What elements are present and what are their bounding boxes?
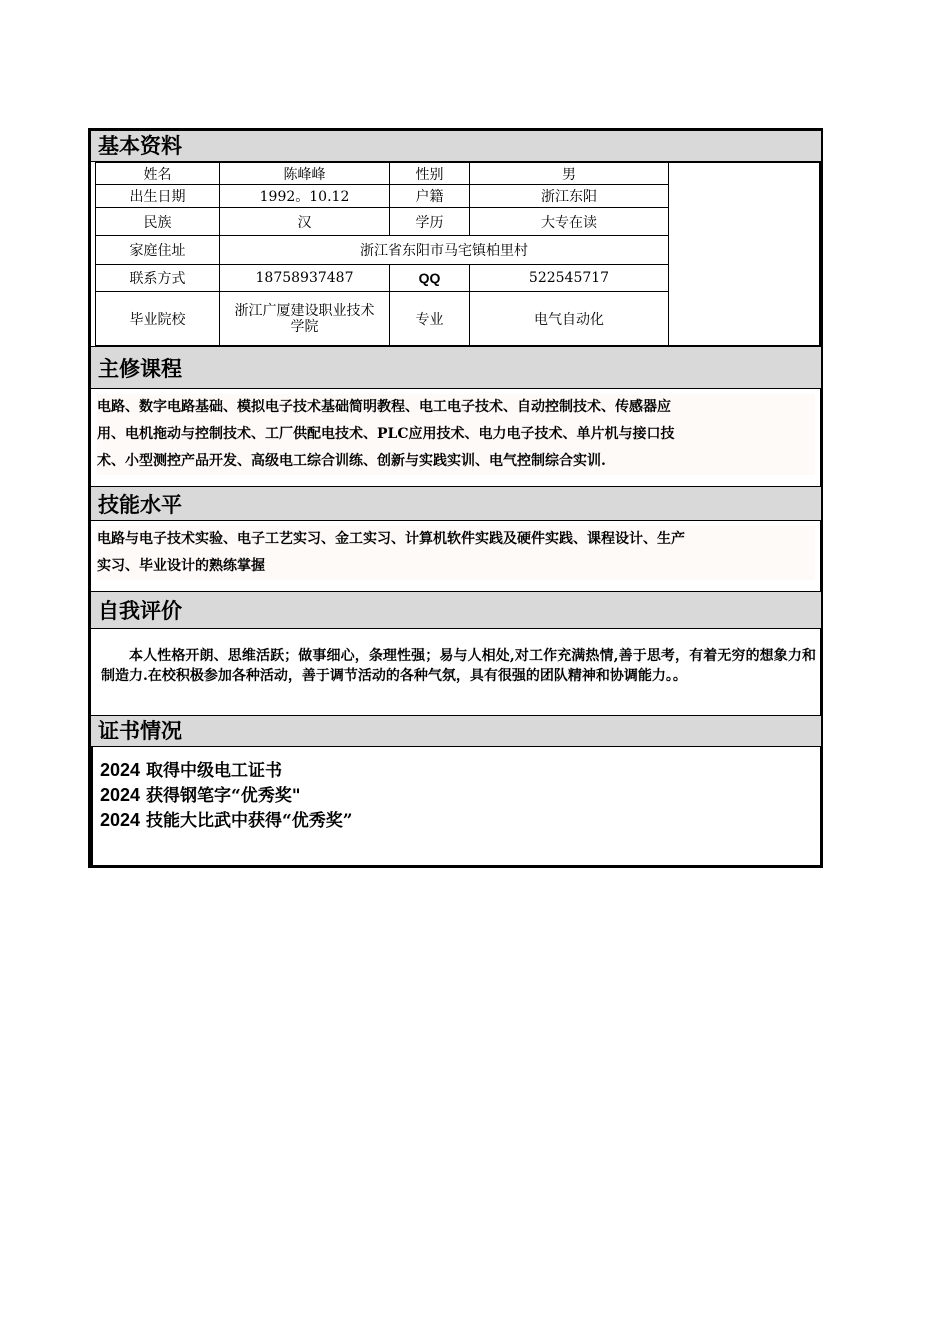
- gender-label: 性别: [390, 163, 470, 185]
- section-title-courses: 主修课程: [91, 346, 821, 389]
- phone-value: 18758937487: [220, 265, 390, 292]
- courses-line: 术、小型测控产品开发、高级电工综合训练、创新与实践实训、电气控制综合实训.: [97, 453, 606, 469]
- cert-item: [100, 758, 282, 783]
- section-title-certs: 证书情况: [91, 715, 821, 747]
- ethnicity-value: 汉: [220, 208, 390, 236]
- skills-line: 电路与电子技术实验、电子工艺实习、金工实习、计算机软件实践及硬件实践、课程设计、生产: [97, 531, 685, 547]
- skills-text: [97, 526, 815, 580]
- cert-item: [100, 808, 353, 833]
- qq-label: QQ: [390, 265, 470, 292]
- cert-year: 2024: [100, 760, 141, 780]
- name-value: 陈峰峰: [220, 163, 390, 185]
- photo-cell: [669, 163, 820, 346]
- self-eval-text: 本人性格开朗、思维活跃；做事细心，条理性强；易与人相处,对工作充满热情,善于思考，有着无穷的想象力和制造力.在校积极参加各种活动，善于调节活动的各种气氛，具有很强的团队精神和协调能力。。: [101, 648, 816, 684]
- courses-line: 电路、数字电路基础、模拟电子技术基础简明教程、电工电子技术、自动控制技术、传感器应: [97, 399, 671, 415]
- section-title-basic: 基本资料: [91, 131, 821, 162]
- contact-label: 联系方式: [96, 265, 220, 292]
- qq-value: 522545717: [470, 265, 669, 292]
- cert-text: 获得钢笔字“优秀奖": [140, 786, 301, 806]
- skills-line: 实习、毕业设计的熟练掌握: [97, 558, 265, 574]
- cert-item: [100, 783, 301, 808]
- birthdate-value: 1992。10.12: [220, 185, 390, 208]
- section-title-skills: 技能水平: [91, 486, 821, 521]
- cert-text: 取得中级电工证书: [140, 761, 282, 781]
- major-value: 电气自动化: [470, 292, 669, 346]
- school-label: 毕业院校: [96, 292, 220, 346]
- cert-year: 2024: [100, 810, 141, 830]
- education-value: 大专在读: [470, 208, 669, 236]
- section-title-self-eval: 自我评价: [91, 591, 821, 629]
- address-value: 浙江省东阳市马宅镇柏里村: [220, 236, 669, 265]
- school-value: 浙江广厦建设职业技术学院: [220, 292, 390, 346]
- address-label: 家庭住址: [96, 236, 220, 265]
- education-label: 学历: [390, 208, 470, 236]
- hukou-label: 户籍: [390, 185, 470, 208]
- basic-info-table: [95, 162, 820, 346]
- courses-line: 用、电机拖动与控制技术、工厂供配电技术、PLC应用技术、电力电子技术、单片机与接口技: [97, 426, 675, 442]
- birthdate-label: 出生日期: [96, 185, 220, 208]
- name-label: 姓名: [96, 163, 220, 185]
- cert-text: 技能大比武中获得“优秀奖”: [140, 811, 353, 831]
- courses-text: [97, 394, 815, 475]
- hukou-value: 浙江东阳: [470, 185, 669, 208]
- cert-year: 2024: [100, 785, 141, 805]
- gender-value: 男: [470, 163, 669, 185]
- resume-document: [88, 128, 823, 868]
- major-label: 专业: [390, 292, 470, 346]
- ethnicity-label: 民族: [96, 208, 220, 236]
